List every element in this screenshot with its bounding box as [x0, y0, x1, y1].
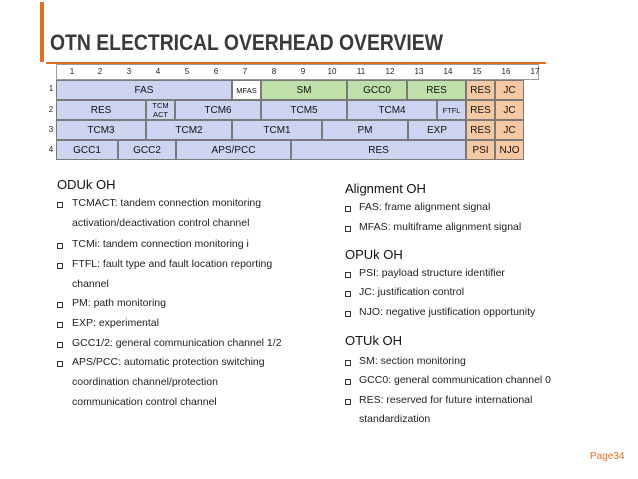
oduk-item: coordination channel/protection: [72, 376, 218, 388]
bullet-icon: [57, 202, 63, 208]
cell-aps-pcc: APS/PCC: [176, 140, 291, 160]
col-11: 11: [356, 67, 366, 76]
cell-tcm5: TCM5: [261, 100, 347, 120]
cell-psi: PSI: [466, 140, 495, 160]
cell-jc-2: JC: [495, 100, 524, 120]
bullet-icon: [57, 322, 63, 328]
cell-gcc0: GCC0: [347, 80, 407, 100]
opuk-heading: OPUk OH: [345, 247, 403, 262]
alignment-heading: Alignment OH: [345, 181, 426, 196]
oduk-item: EXP: experimental: [72, 317, 159, 329]
col-16: 16: [501, 67, 511, 76]
col-1: 1: [69, 67, 75, 76]
oduk-item: channel: [72, 278, 109, 290]
oduk-heading: ODUk OH: [57, 177, 116, 192]
cell-res-opu-2: RES: [466, 100, 495, 120]
col-5: 5: [184, 67, 190, 76]
otuk-item: GCC0: general communication channel 0: [359, 374, 552, 386]
cell-pm: PM: [322, 120, 408, 140]
cell-jc-1: JC: [495, 80, 524, 100]
bullet-icon: [57, 342, 63, 348]
row-3-number: 3: [48, 125, 54, 134]
cell-jc-3: JC: [495, 120, 524, 140]
cell-res-opu-3: RES: [466, 120, 495, 140]
cell-tcm-act: TCM ACT: [146, 100, 175, 120]
col-2: 2: [97, 67, 103, 76]
bullet-icon: [57, 361, 63, 367]
opuk-item: JC: justification control: [359, 286, 465, 298]
otuk-item: standardization: [359, 413, 431, 425]
bullet-icon: [345, 379, 351, 385]
oduk-item: TCMi: tandem connection monitoring i: [72, 238, 249, 250]
cell-tcm3: TCM3: [56, 120, 146, 140]
oduk-item: TCMACT: tandem connection monitoring: [72, 197, 262, 209]
oduk-item: APS/PCC: automatic protection switching: [72, 356, 265, 368]
bullet-icon: [345, 360, 351, 366]
cell-njo: NJO: [495, 140, 524, 160]
bullet-icon: [345, 226, 351, 232]
cell-mfas: MFAS: [232, 80, 261, 100]
accent-bar: [40, 2, 44, 62]
opuk-item: NJO: negative justification opportunity: [359, 306, 536, 318]
col-13: 13: [414, 67, 424, 76]
bullet-icon: [345, 291, 351, 297]
oduk-item: PM: path monitoring: [72, 297, 166, 309]
col-10: 10: [327, 67, 337, 76]
alignment-item: FAS: frame alignment signal: [359, 201, 491, 213]
col-3: 3: [126, 67, 132, 76]
opuk-item: PSI: payload structure identifier: [359, 267, 505, 279]
cell-tcm2: TCM2: [146, 120, 232, 140]
alignment-item: MFAS: multiframe alignment signal: [359, 221, 522, 233]
otuk-item: SM: section monitoring: [359, 355, 466, 367]
row-4-number: 4: [48, 145, 54, 154]
cell-sm: SM: [261, 80, 347, 100]
oduk-item: GCC1/2: general communication channel 1/2: [72, 337, 282, 349]
col-4: 4: [155, 67, 161, 76]
row-1-number: 1: [48, 84, 54, 93]
bullet-icon: [345, 206, 351, 212]
bullet-icon: [345, 272, 351, 278]
col-17: 17: [530, 67, 540, 76]
bullet-icon: [57, 243, 63, 249]
slide-title: OTN ELECTRICAL OVERHEAD OVERVIEW: [50, 30, 443, 55]
cell-exp: EXP: [408, 120, 466, 140]
cell-gcc2: GCC2: [118, 140, 176, 160]
cell-res-opu-1: RES: [466, 80, 495, 100]
cell-tcm1: TCM1: [232, 120, 322, 140]
cell-fas: FAS: [56, 80, 232, 100]
bullet-icon: [57, 263, 63, 269]
col-14: 14: [443, 67, 453, 76]
cell-gcc1: GCC1: [56, 140, 118, 160]
otuk-heading: OTUk OH: [345, 333, 403, 348]
col-9: 9: [300, 67, 306, 76]
col-12: 12: [385, 67, 395, 76]
col-8: 8: [271, 67, 277, 76]
page-number: Page34: [590, 451, 625, 462]
oduk-item: FTFL: fault type and fault location reporting: [72, 258, 273, 270]
oduk-item: communication control channel: [72, 396, 217, 408]
bullet-icon: [345, 311, 351, 317]
col-15: 15: [472, 67, 482, 76]
oduk-item: activation/deactivation control channel: [72, 217, 250, 229]
bullet-icon: [345, 399, 351, 405]
cell-tcm4: TCM4: [347, 100, 437, 120]
row-2-number: 2: [48, 105, 54, 114]
col-6: 6: [213, 67, 219, 76]
cell-ftfl: FTFL: [437, 100, 466, 120]
cell-res-row2: RES: [56, 100, 146, 120]
cell-res-row1: RES: [407, 80, 466, 100]
col-7: 7: [242, 67, 248, 76]
bullet-icon: [57, 302, 63, 308]
cell-tcm6: TCM6: [175, 100, 261, 120]
otuk-item: RES: reserved for future international: [359, 394, 533, 406]
cell-res-row4: RES: [291, 140, 466, 160]
